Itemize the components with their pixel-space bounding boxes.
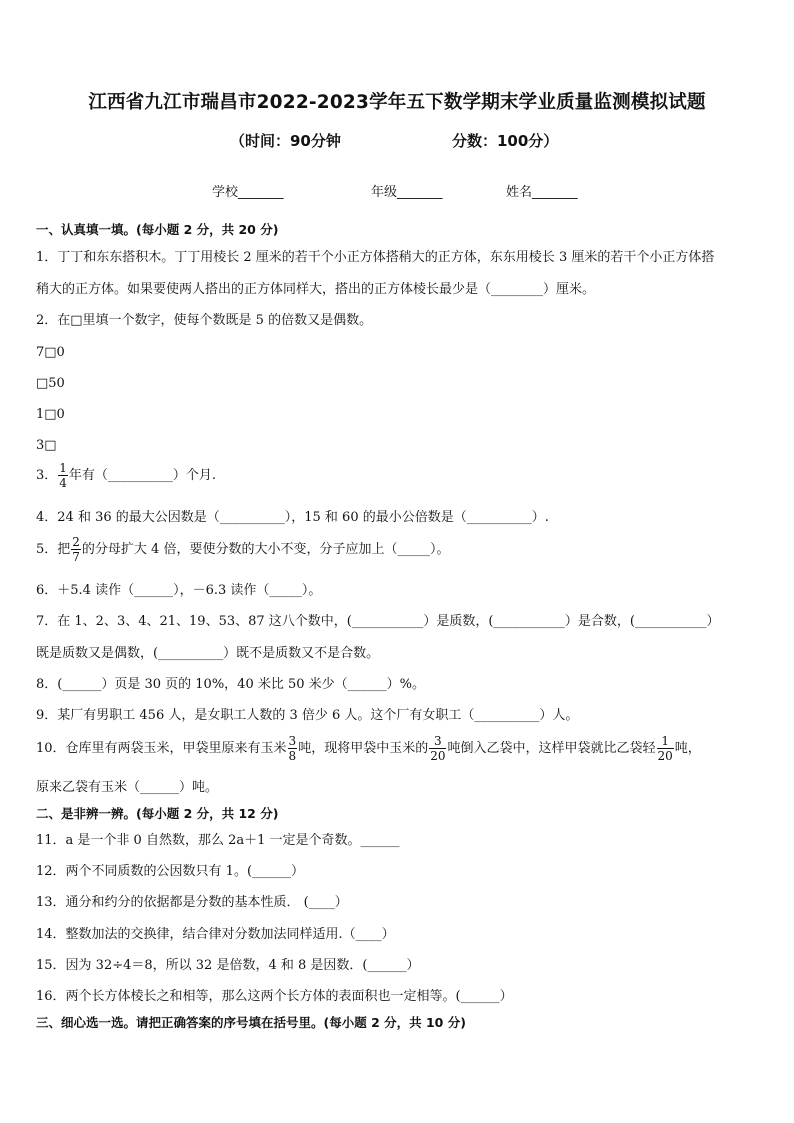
- question-5-prefix: 5．把: [36, 542, 71, 557]
- question-7-line-2: 既是质数又是偶数，(__________）既不是质数又不是合数。: [36, 646, 380, 661]
- grade-field: 年级_______: [371, 185, 443, 200]
- question-10-line-1: [36, 735, 701, 762]
- school-field: 学校_______: [212, 185, 284, 200]
- fraction: [71, 536, 81, 563]
- question-10-line-2: 原来乙袋有玉米（______）吨。: [36, 780, 219, 795]
- exam-title: 江西省九江市瑞昌市2022-2023学年五下数学期末学业质量监测模拟试题: [88, 92, 706, 113]
- fraction-numerator: 3: [288, 734, 297, 748]
- question-5-text: 的分母扩大 4 倍，要使分数的大小不变，分子应加上（_____）。: [81, 542, 450, 557]
- name-field: 姓名_______: [506, 185, 578, 200]
- question-10-text: 吨，现将甲袋中玉米的: [298, 741, 429, 756]
- fraction-denominator: 4: [59, 476, 67, 490]
- fraction: [288, 735, 298, 762]
- question-3-prefix: 3．: [36, 468, 58, 483]
- fraction-numerator: 2: [72, 535, 80, 549]
- question-4: 4．24 和 36 的最大公因数是（__________），15 和 60 的最小公倍数是（__________）.: [36, 510, 549, 525]
- question-2-option: 7□0: [36, 345, 65, 360]
- section-1-heading: 一、认真填一填。(每小题 2 分，共 20 分): [36, 222, 279, 237]
- question-1-line-1: 1．丁丁和东东搭积木。丁丁用棱长 2 厘米的若干个小正方体搭稍大的正方体，东东用棱长 3 厘米的若干个小正方体搭: [36, 250, 715, 265]
- exam-time: （时间：90分钟: [230, 132, 341, 150]
- student-info: [0, 181, 794, 201]
- fraction: [58, 462, 68, 489]
- exam-score: 分数：100分）: [452, 132, 559, 150]
- question-10-text: 吨倒入乙袋中，这样甲袋就比乙袋轻: [447, 741, 656, 756]
- question-10-text: 吨，: [674, 741, 701, 756]
- fraction-denominator: 20: [430, 749, 446, 763]
- question-2-option: 1□0: [36, 407, 65, 422]
- question-2-option: □50: [36, 376, 65, 391]
- question-16: 16．两个长方体棱长之和相等，那么这两个长方体的表面积也一定相等。(______）: [36, 989, 513, 1004]
- question-1-line-2: 稍大的正方体。如果要使两人搭出的正方体同样大，搭出的正方体棱长最少是（________）厘米。: [36, 282, 596, 297]
- fraction-numerator: 1: [59, 461, 67, 475]
- fraction-numerator: 1: [657, 735, 674, 749]
- question-14: 14．整数加法的交换律，结合律对分数加法同样适用.（____）: [36, 927, 395, 942]
- fraction: [657, 735, 674, 762]
- question-12: 12．两个不同质数的公因数只有 1。(______）: [36, 864, 305, 879]
- question-2: 2．在□里填一个数字，使每个数既是 5 的倍数又是偶数。: [36, 313, 373, 328]
- question-2-option: 3□: [36, 438, 57, 453]
- question-15: 15．因为 32÷4＝8，所以 32 是倍数，4 和 8 是因数．(______）: [36, 958, 420, 973]
- question-3: [36, 462, 216, 489]
- question-11: 11．a 是一个非 0 自然数，那么 2a＋1 一定是个奇数。______: [36, 833, 400, 848]
- question-8: 8．(______）页是 30 页的 10%，40 米比 50 米少（______）%。: [36, 677, 426, 692]
- section-2-heading: 二、是非辨一辨。(每小题 2 分，共 12 分): [36, 806, 279, 821]
- fraction-denominator: 8: [288, 749, 297, 763]
- question-13: 13．通分和约分的依据都是分数的基本性质． (____）: [36, 895, 348, 910]
- fraction-denominator: 20: [657, 749, 673, 763]
- exam-subtitle: [0, 130, 794, 152]
- fraction-numerator: 3: [429, 735, 446, 749]
- section-3-heading: 三、细心选一选。请把正确答案的序号填在括号里。(每小题 2 分，共 10 分): [36, 1015, 466, 1030]
- question-9: 9．某厂有男职工 456 人，是女职工人数的 3 倍少 6 人。这个厂有女职工（__________）人。: [36, 708, 579, 723]
- fraction: [429, 735, 446, 762]
- fraction-denominator: 7: [72, 550, 80, 564]
- question-5: [36, 536, 449, 563]
- question-10-prefix: 10．仓库里有两袋玉米，甲袋里原来有玉米: [36, 741, 287, 756]
- question-3-text: 年有（__________）个月.: [68, 468, 217, 483]
- question-7-line-1: 7．在 1、2、3、4、21、19、53、87 这八个数中，(___________）是质数，(___________）是合数，(___________）: [36, 614, 720, 629]
- question-6: 6．＋5.4 读作（______），－6.3 读作（_____）。: [36, 583, 322, 598]
